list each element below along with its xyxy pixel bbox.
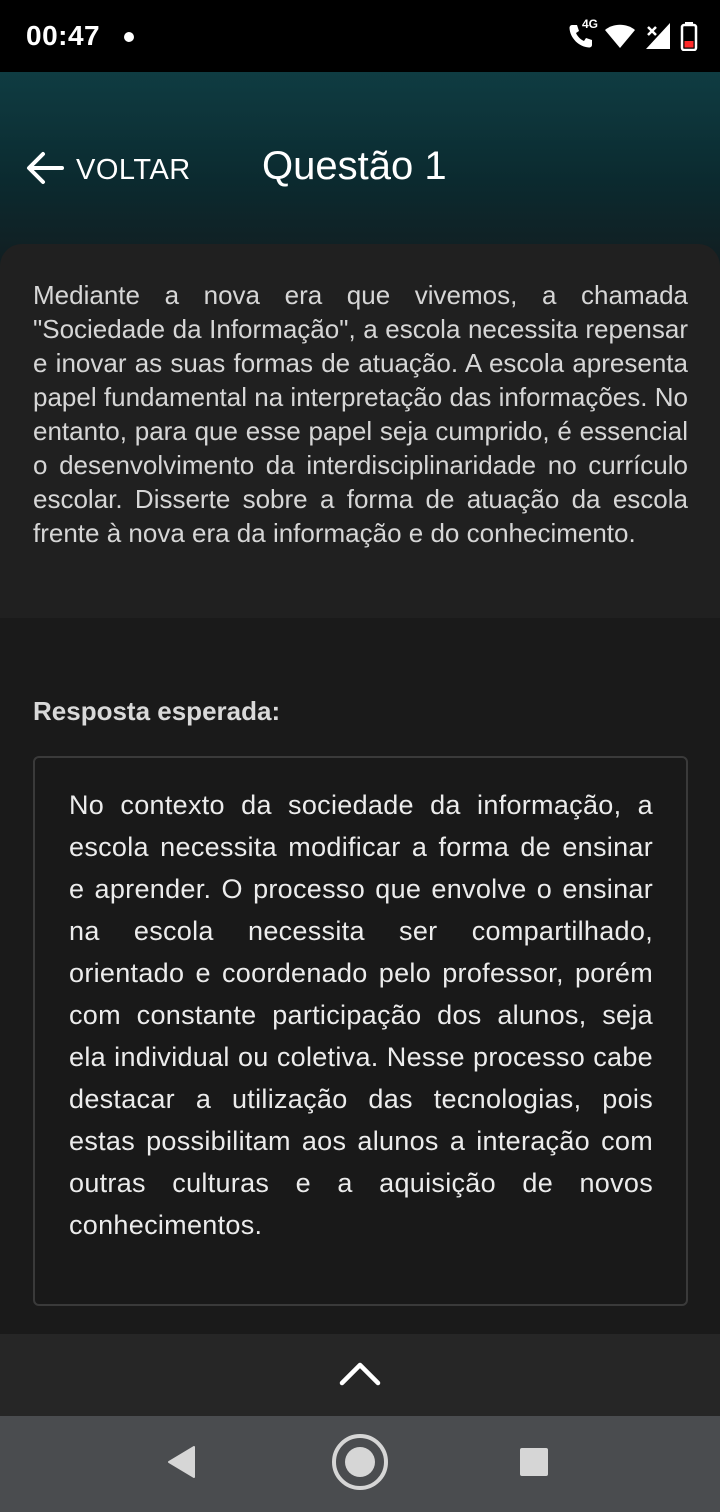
chevron-up-icon xyxy=(338,1359,382,1392)
question-card xyxy=(0,244,720,618)
question-text: Mediante a nova era que vivemos, a chamada "Sociedade da Informação", a escola necessita repensar e inovar as suas formas de atuação. A escola apresenta papel fundamental na interpretação das informações. No entanto, para que esse papel seja cumprido, é essencial o desenvolvimento da interdisciplinaridade no currículo escolar. Disserte sobre a forma de atuação da escola frente à nova era da informação e do conhecimento. xyxy=(33,280,688,548)
circle-home-icon xyxy=(331,1433,389,1496)
notification-dot-icon xyxy=(124,32,134,42)
back-label: VOLTAR xyxy=(76,153,191,186)
answer-section xyxy=(0,618,720,1334)
navigation-bar xyxy=(0,1416,720,1512)
arrow-left-icon xyxy=(26,151,64,190)
wifi-icon xyxy=(604,22,636,50)
answer-box xyxy=(33,756,688,1306)
status-time: 00:47 xyxy=(26,20,101,51)
signal-icon xyxy=(644,21,672,51)
battery-icon xyxy=(680,21,698,51)
expand-button[interactable] xyxy=(330,1352,390,1398)
volte-call-icon xyxy=(566,17,599,51)
nav-back-button[interactable] xyxy=(152,1434,212,1494)
answer-text: No contexto da sociedade da informação, a escola necessita modificar a forma de ensinar e aprender. O processo que envolve o ensinar na escola necessita ser compartilhado, orientado e coordenado pelo professor, porém com constante participação dos alunos, seja ela individual ou coletiva. Nesse processo cabe destacar a utilização das tecnologias, pois estas possibilitam aos alunos a interação com outras culturas e a aquisição de novos conhecimentos. xyxy=(69,790,653,1240)
status-icons xyxy=(566,18,698,54)
answer-heading: Resposta esperada: xyxy=(33,696,281,726)
back-button[interactable] xyxy=(26,142,191,198)
triangle-back-icon xyxy=(166,1444,198,1485)
nav-home-button[interactable] xyxy=(330,1434,390,1494)
square-recent-icon xyxy=(518,1446,550,1483)
status-bar xyxy=(0,0,720,72)
header xyxy=(0,72,720,272)
nav-recent-button[interactable] xyxy=(504,1434,564,1494)
page-title: Questão 1 xyxy=(262,144,447,188)
network-type-label: 4G xyxy=(582,17,599,31)
expand-bar xyxy=(0,1334,720,1416)
